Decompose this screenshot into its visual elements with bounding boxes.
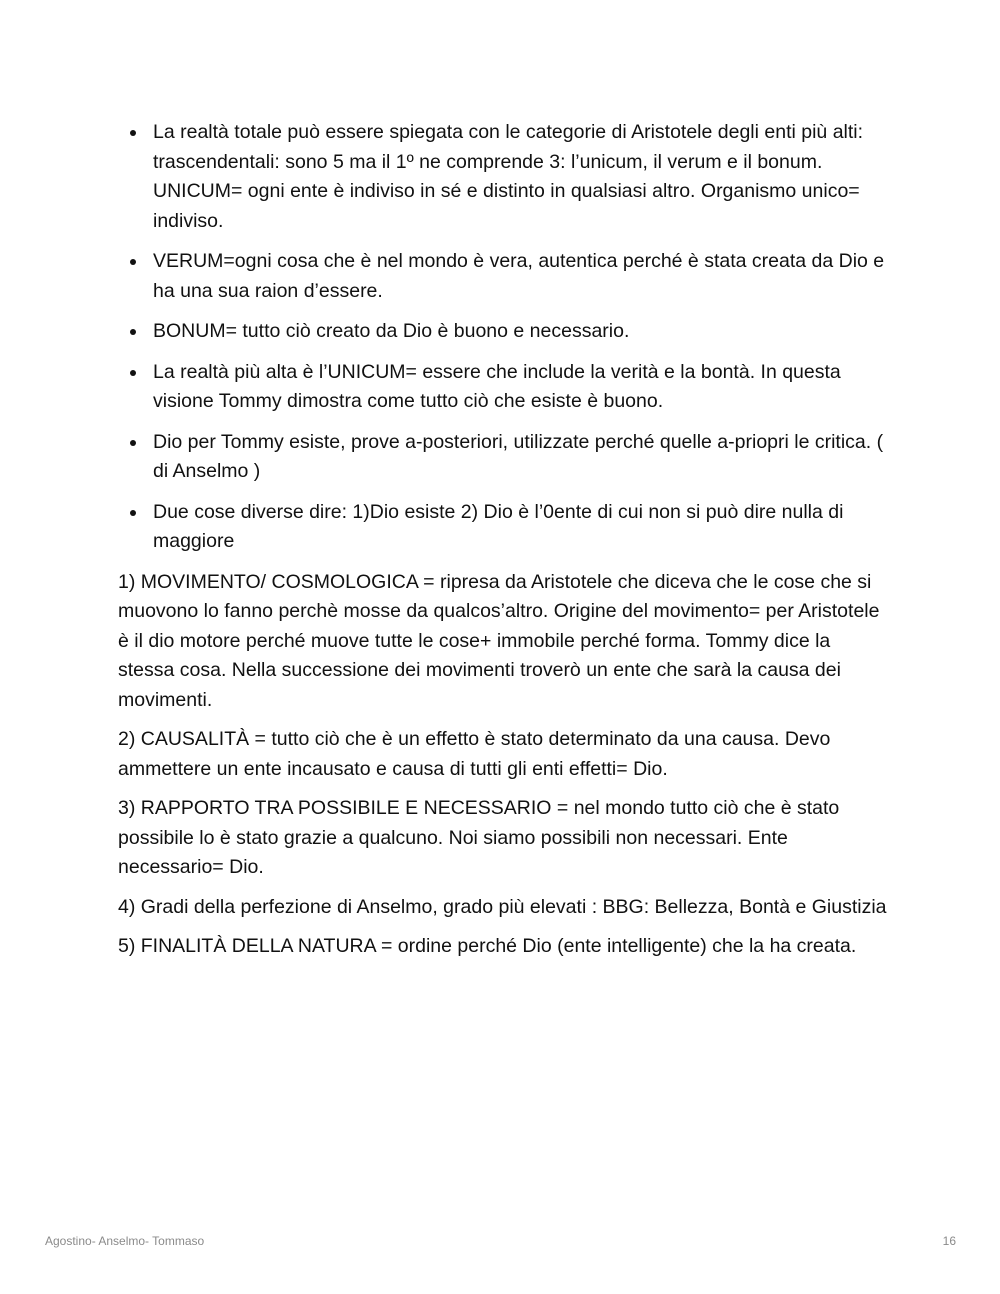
bullet-item <box>118 317 888 347</box>
bullet-dot-icon <box>130 259 136 265</box>
proof-possible-necessary-paragraph: 3) RAPPORTO TRA POSSIBILE E NECESSARIO = nel mondo tutto ciò che è stato possibile lo è stato grazie a qualcuno. Noi siamo possibili non necessari. Ente necessario= Dio. <box>118 797 840 878</box>
bullet-item <box>118 247 888 306</box>
page-number: 16 <box>942 1234 956 1248</box>
bullet-dot-icon <box>130 329 136 335</box>
bullet-text: VERUM=ogni cosa che è nel mondo è vera, autentica perché è stata creata da Dio e ha una sua raion d’essere. <box>153 250 885 302</box>
bullet-item <box>118 118 888 236</box>
proof-perfection-degrees-paragraph: 4) Gradi della perfezione di Anselmo, grado più elevati : BBG: Bellezza, Bontà e Giustizia <box>118 895 887 918</box>
bullet-dot-icon <box>130 510 136 516</box>
bullet-text: Due cose diverse dire: 1)Dio esiste 2) Dio è l’0ente di cui non si può dire nulla di maggiore <box>153 500 844 552</box>
bullet-dot-icon <box>130 370 136 376</box>
bullet-text: La realtà più alta è l’UNICUM= essere che include la verità e la bontà. In questa visione Tommy dimostra come tutto ciò che esiste è buono. <box>153 360 841 412</box>
bullet-text: BONUM= tutto ciò creato da Dio è buono e necessario. <box>153 320 630 342</box>
bullet-item <box>118 358 888 417</box>
proof-causality-paragraph: 2) CAUSALITÀ = tutto ciò che è un effetto è stato determinato da una causa. Devo ammettere un ente incausato e causa di tutti gli enti effetti= Dio. <box>118 728 831 780</box>
bullet-dot-icon <box>130 440 136 446</box>
bullet-text: La realtà totale può essere spiegata con le categorie di Aristotele degli enti più alti: trascendentali: sono 5 ma il 1º ne comprende 3: l’unicum, il verum e il bonum. UNICUM= ogni ente è indiviso in sé e distinto in qualsiasi altro. Organismo unico= indiviso. <box>153 121 864 232</box>
bullet-item <box>118 428 888 487</box>
bullet-item <box>118 498 888 557</box>
bullet-list <box>118 118 888 557</box>
bullet-text: Dio per Tommy esiste, prove a-posteriori, utilizzate perché quelle a-priopri le critica. ( di Anselmo ) <box>153 430 884 482</box>
footer-title: Agostino- Anselmo- Tommaso <box>45 1234 205 1248</box>
bullet-dot-icon <box>130 130 136 136</box>
document-body <box>118 118 888 972</box>
proof-movement-paragraph: 1) MOVIMENTO/ COSMOLOGICA = ripresa da Aristotele che diceva che le cose che si muovono lo fanno perchè mosse da qualcos’altro. Origine del movimento= per Aristotele è il dio motore perché muove tutte le cose+ immobile perché forma. Tommy dice la stessa cosa. Nella successione dei movimenti troverò un ente che sarà la causa dei movimenti. <box>118 570 880 711</box>
proof-finality-paragraph: 5) FINALITÀ DELLA NATURA = ordine perché Dio (ente intelligente) che la ha creata. <box>118 935 857 957</box>
